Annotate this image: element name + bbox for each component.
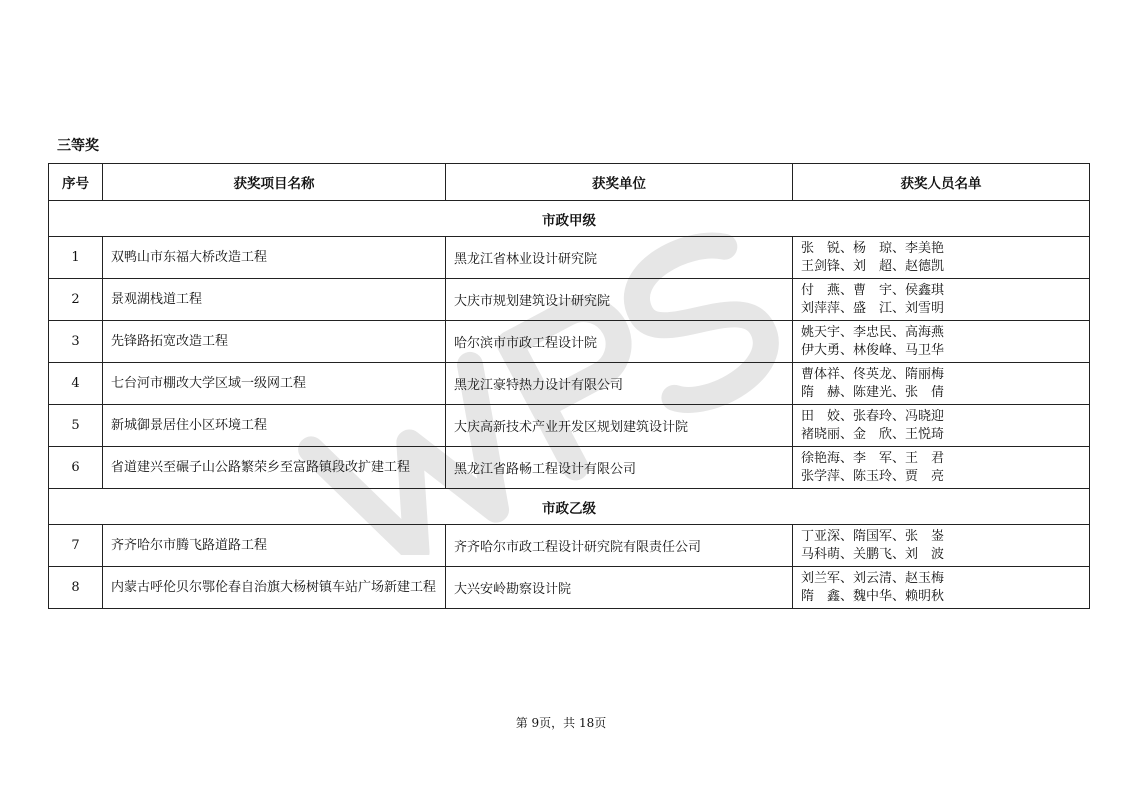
table-row: [49, 405, 1090, 447]
row-people: [793, 237, 1090, 279]
header-people: 获奖人员名单: [793, 164, 1090, 201]
row-no: 8: [49, 567, 103, 609]
row-no: 3: [49, 321, 103, 363]
people-line: 田 姣、张春玲、冯晓迎: [801, 408, 945, 424]
row-unit: 大庆市规划建筑设计研究院: [446, 279, 793, 321]
people-line: 徐艳海、李 军、王 君: [801, 450, 945, 466]
table-row: [49, 321, 1090, 363]
people-line: 马科萌、关鹏飞、刘 波: [801, 546, 945, 562]
row-unit: 哈尔滨市市政工程设计院: [446, 321, 793, 363]
row-no: 6: [49, 447, 103, 489]
table-row: [49, 525, 1090, 567]
people-line: 刘兰军、刘云清、赵玉梅: [801, 570, 945, 586]
row-project: 新城御景居住小区环境工程: [103, 405, 446, 447]
people-line: 王剑锋、刘 超、赵德凯: [801, 258, 945, 274]
row-unit: 黑龙江省林业设计研究院: [446, 237, 793, 279]
table-header-row: [49, 164, 1090, 201]
row-unit: 大兴安岭勘察设计院: [446, 567, 793, 609]
row-project: 双鸭山市东福大桥改造工程: [103, 237, 446, 279]
category-label: 市政乙级: [49, 489, 1090, 525]
page-footer: 第 9页，共 18页: [515, 716, 607, 730]
row-project: 先锋路拓宽改造工程: [103, 321, 446, 363]
header-no: 序号: [49, 164, 103, 201]
row-project: 七台河市棚改大学区域一级网工程: [103, 363, 446, 405]
people-line: 伊大勇、林俊峰、马卫华: [801, 342, 945, 358]
people-line: 隋 鑫、魏中华、赖明秋: [801, 588, 945, 604]
header-unit: 获奖单位: [446, 164, 793, 201]
header-project: 获奖项目名称: [103, 164, 446, 201]
awards-table: [48, 163, 1090, 609]
row-unit: 黑龙江省路畅工程设计有限公司: [446, 447, 793, 489]
row-unit: 黑龙江豪特热力设计有限公司: [446, 363, 793, 405]
row-people: [793, 447, 1090, 489]
row-people: [793, 567, 1090, 609]
row-no: 2: [49, 279, 103, 321]
row-project: 省道建兴至碾子山公路繁荣乡至富路镇段改扩建工程: [103, 447, 446, 489]
row-project: 齐齐哈尔市腾飞路道路工程: [103, 525, 446, 567]
row-project: 内蒙古呼伦贝尔鄂伦春自治旗大杨树镇车站广场新建工程: [103, 567, 446, 609]
row-people: [793, 525, 1090, 567]
table-row: [49, 279, 1090, 321]
row-people: [793, 279, 1090, 321]
people-line: 付 燕、曹 宇、侯鑫琪: [801, 282, 945, 298]
table-row: [49, 363, 1090, 405]
category-row: [49, 201, 1090, 237]
people-line: 张 锐、杨 琼、李美艳: [801, 240, 945, 256]
table-row: [49, 447, 1090, 489]
row-unit: 大庆高新技术产业开发区规划建筑设计院: [446, 405, 793, 447]
people-line: 张学萍、陈玉玲、贾 亮: [801, 468, 945, 484]
people-line: 刘萍萍、盛 江、刘雪明: [801, 300, 945, 316]
row-people: [793, 363, 1090, 405]
people-line: 隋 赫、陈建光、张 倩: [801, 384, 945, 400]
table-row: [49, 567, 1090, 609]
table-row: [49, 237, 1090, 279]
row-project: 景观湖栈道工程: [103, 279, 446, 321]
row-no: 7: [49, 525, 103, 567]
people-line: 褚晓丽、金 欣、王悦琦: [801, 426, 945, 442]
people-line: 丁亚深、隋国军、张 崟: [801, 528, 945, 544]
people-line: 姚天宇、李忠民、高海燕: [801, 324, 945, 340]
category-row: [49, 489, 1090, 525]
people-line: 曹体祥、佟英龙、隋丽梅: [801, 366, 945, 382]
row-no: 5: [49, 405, 103, 447]
row-no: 4: [49, 363, 103, 405]
row-people: [793, 405, 1090, 447]
row-unit: 齐齐哈尔市政工程设计研究院有限责任公司: [446, 525, 793, 567]
section-title: 三等奖: [57, 138, 99, 154]
category-label: 市政甲级: [49, 201, 1090, 237]
row-people: [793, 321, 1090, 363]
row-no: 1: [49, 237, 103, 279]
